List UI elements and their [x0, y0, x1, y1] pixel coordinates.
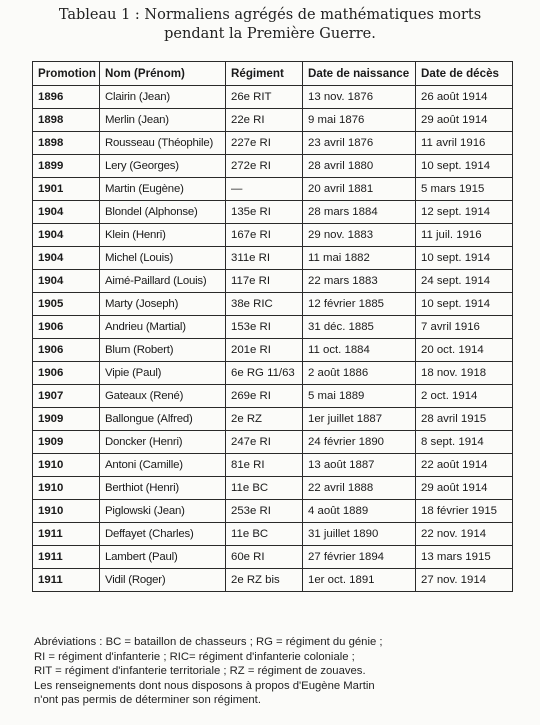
cell-regiment: 6e RG 11/63	[226, 362, 303, 385]
cell-regiment: —	[226, 178, 303, 201]
cell-name: Blum (Robert)	[100, 339, 226, 362]
cell-promotion: 1904	[33, 247, 100, 270]
normaliens-table	[32, 61, 513, 592]
cell-name: Andrieu (Martial)	[100, 316, 226, 339]
cell-regiment: 311e RI	[226, 247, 303, 270]
cell-promotion: 1909	[33, 431, 100, 454]
cell-death-date: 28 avril 1915	[416, 408, 513, 431]
caption-line-1: Tableau 1 : Normaliens agrégés de mathématiques morts	[58, 7, 482, 23]
cell-regiment: 253e RI	[226, 500, 303, 523]
cell-promotion: 1907	[33, 385, 100, 408]
notes-line-1: Abréviations : BC = bataillon de chasseurs ; RG = régiment du génie ;	[34, 636, 383, 648]
cell-birth-date: 24 février 1890	[303, 431, 416, 454]
cell-name: Antoni (Camille)	[100, 454, 226, 477]
cell-regiment: 269e RI	[226, 385, 303, 408]
table-caption	[0, 6, 540, 44]
table-row	[33, 477, 513, 500]
cell-promotion: 1910	[33, 454, 100, 477]
cell-name: Merlin (Jean)	[100, 109, 226, 132]
cell-death-date: 13 mars 1915	[416, 546, 513, 569]
table-row	[33, 546, 513, 569]
cell-birth-date: 23 avril 1876	[303, 132, 416, 155]
cell-regiment: 81e RI	[226, 454, 303, 477]
cell-birth-date: 2 août 1886	[303, 362, 416, 385]
cell-regiment: 227e RI	[226, 132, 303, 155]
cell-promotion: 1911	[33, 546, 100, 569]
cell-promotion: 1898	[33, 109, 100, 132]
table-row	[33, 454, 513, 477]
cell-birth-date: 22 avril 1888	[303, 477, 416, 500]
cell-name: Lery (Georges)	[100, 155, 226, 178]
cell-death-date: 10 sept. 1914	[416, 293, 513, 316]
cell-promotion: 1911	[33, 523, 100, 546]
cell-name: Martin (Eugène)	[100, 178, 226, 201]
table-row	[33, 224, 513, 247]
header-regiment: Régiment	[226, 62, 303, 86]
footnotes	[34, 635, 514, 708]
table-row	[33, 500, 513, 523]
cell-death-date: 12 sept. 1914	[416, 201, 513, 224]
notes-line-3: RIT = régiment d'infanterie territoriale ; RZ = régiment de zouaves.	[34, 665, 366, 678]
cell-birth-date: 31 juillet 1890	[303, 523, 416, 546]
table-row	[33, 385, 513, 408]
cell-birth-date: 27 février 1894	[303, 546, 416, 569]
cell-death-date: 5 mars 1915	[416, 178, 513, 201]
table-row	[33, 155, 513, 178]
cell-name: Blondel (Alphonse)	[100, 201, 226, 224]
notes-line-5: n'ont pas permis de déterminer son régiment.	[34, 694, 261, 707]
cell-death-date: 29 août 1914	[416, 109, 513, 132]
cell-promotion: 1904	[33, 224, 100, 247]
cell-promotion: 1901	[33, 178, 100, 201]
cell-name: Berthiot (Henri)	[100, 477, 226, 500]
cell-death-date: 18 février 1915	[416, 500, 513, 523]
cell-death-date: 20 oct. 1914	[416, 339, 513, 362]
cell-promotion: 1906	[33, 362, 100, 385]
cell-regiment: 272e RI	[226, 155, 303, 178]
cell-promotion: 1906	[33, 316, 100, 339]
cell-regiment: 201e RI	[226, 339, 303, 362]
notes-line-4: Les renseignements dont nous disposons à propos d'Eugène Martin	[34, 679, 375, 692]
cell-birth-date: 28 avril 1880	[303, 155, 416, 178]
cell-regiment: 38e RIC	[226, 293, 303, 316]
table-row	[33, 316, 513, 339]
cell-name: Aimé-Paillard (Louis)	[100, 270, 226, 293]
table-row	[33, 362, 513, 385]
cell-birth-date: 13 nov. 1876	[303, 86, 416, 109]
cell-promotion: 1910	[33, 477, 100, 500]
cell-name: Ballongue (Alfred)	[100, 408, 226, 431]
header-birth-date: Date de naissance	[303, 62, 416, 86]
cell-birth-date: 22 mars 1883	[303, 270, 416, 293]
table-row	[33, 293, 513, 316]
notes-line-2: RI = régiment d'infanterie ; RIC= régiment d'infanterie coloniale ;	[34, 650, 355, 663]
cell-regiment: 117e RI	[226, 270, 303, 293]
cell-death-date: 11 avril 1916	[416, 132, 513, 155]
cell-regiment: 2e RZ	[226, 408, 303, 431]
cell-promotion: 1896	[33, 86, 100, 109]
cell-name: Vipie (Paul)	[100, 362, 226, 385]
cell-death-date: 10 sept. 1914	[416, 247, 513, 270]
cell-birth-date: 29 nov. 1883	[303, 224, 416, 247]
cell-promotion: 1899	[33, 155, 100, 178]
cell-promotion: 1909	[33, 408, 100, 431]
cell-promotion: 1910	[33, 500, 100, 523]
cell-promotion: 1911	[33, 569, 100, 592]
cell-death-date: 10 sept. 1914	[416, 155, 513, 178]
cell-regiment: 153e RI	[226, 316, 303, 339]
cell-promotion: 1904	[33, 270, 100, 293]
cell-name: Gateaux (René)	[100, 385, 226, 408]
cell-regiment: 135e RI	[226, 201, 303, 224]
cell-name: Michel (Louis)	[100, 247, 226, 270]
header-promotion: Promotion	[33, 62, 100, 86]
cell-regiment: 2e RZ bis	[226, 569, 303, 592]
table-row	[33, 109, 513, 132]
cell-birth-date: 20 avril 1881	[303, 178, 416, 201]
table-row	[33, 523, 513, 546]
table-row	[33, 569, 513, 592]
cell-promotion: 1906	[33, 339, 100, 362]
table-row	[33, 86, 513, 109]
cell-death-date: 27 nov. 1914	[416, 569, 513, 592]
cell-name: Marty (Joseph)	[100, 293, 226, 316]
cell-promotion: 1898	[33, 132, 100, 155]
cell-death-date: 18 nov. 1918	[416, 362, 513, 385]
cell-birth-date: 1er oct. 1891	[303, 569, 416, 592]
cell-death-date: 22 nov. 1914	[416, 523, 513, 546]
cell-birth-date: 12 février 1885	[303, 293, 416, 316]
cell-death-date: 26 août 1914	[416, 86, 513, 109]
cell-birth-date: 1er juillet 1887	[303, 408, 416, 431]
cell-birth-date: 11 oct. 1884	[303, 339, 416, 362]
cell-regiment: 247e RI	[226, 431, 303, 454]
cell-death-date: 11 juil. 1916	[416, 224, 513, 247]
table-row	[33, 339, 513, 362]
table-row	[33, 201, 513, 224]
caption-line-2: pendant la Première Guerre.	[164, 26, 376, 42]
cell-promotion: 1905	[33, 293, 100, 316]
cell-death-date: 7 avril 1916	[416, 316, 513, 339]
header-name: Nom (Prénom)	[100, 62, 226, 86]
cell-birth-date: 5 mai 1889	[303, 385, 416, 408]
cell-birth-date: 28 mars 1884	[303, 201, 416, 224]
cell-birth-date: 4 août 1889	[303, 500, 416, 523]
cell-name: Piglowski (Jean)	[100, 500, 226, 523]
table-row	[33, 270, 513, 293]
table-row	[33, 431, 513, 454]
cell-death-date: 8 sept. 1914	[416, 431, 513, 454]
cell-regiment: 167e RI	[226, 224, 303, 247]
table-body	[33, 86, 513, 592]
cell-regiment: 11e BC	[226, 477, 303, 500]
table-row	[33, 408, 513, 431]
cell-death-date: 22 août 1914	[416, 454, 513, 477]
header-death-date: Date de décès	[416, 62, 513, 86]
cell-name: Doncker (Henri)	[100, 431, 226, 454]
cell-birth-date: 13 août 1887	[303, 454, 416, 477]
cell-regiment: 26e RIT	[226, 86, 303, 109]
cell-death-date: 24 sept. 1914	[416, 270, 513, 293]
cell-name: Rousseau (Théophile)	[100, 132, 226, 155]
cell-birth-date: 9 mai 1876	[303, 109, 416, 132]
cell-name: Deffayet (Charles)	[100, 523, 226, 546]
cell-regiment: 11e BC	[226, 523, 303, 546]
table-row	[33, 247, 513, 270]
cell-name: Lambert (Paul)	[100, 546, 226, 569]
cell-name: Clairin (Jean)	[100, 86, 226, 109]
table-row	[33, 132, 513, 155]
cell-regiment: 22e RI	[226, 109, 303, 132]
cell-name: Vidil (Roger)	[100, 569, 226, 592]
cell-death-date: 2 oct. 1914	[416, 385, 513, 408]
cell-birth-date: 31 déc. 1885	[303, 316, 416, 339]
cell-death-date: 29 août 1914	[416, 477, 513, 500]
cell-regiment: 60e RI	[226, 546, 303, 569]
table-row	[33, 178, 513, 201]
cell-promotion: 1904	[33, 201, 100, 224]
header-row	[33, 62, 513, 86]
cell-birth-date: 11 mai 1882	[303, 247, 416, 270]
cell-name: Klein (Henri)	[100, 224, 226, 247]
